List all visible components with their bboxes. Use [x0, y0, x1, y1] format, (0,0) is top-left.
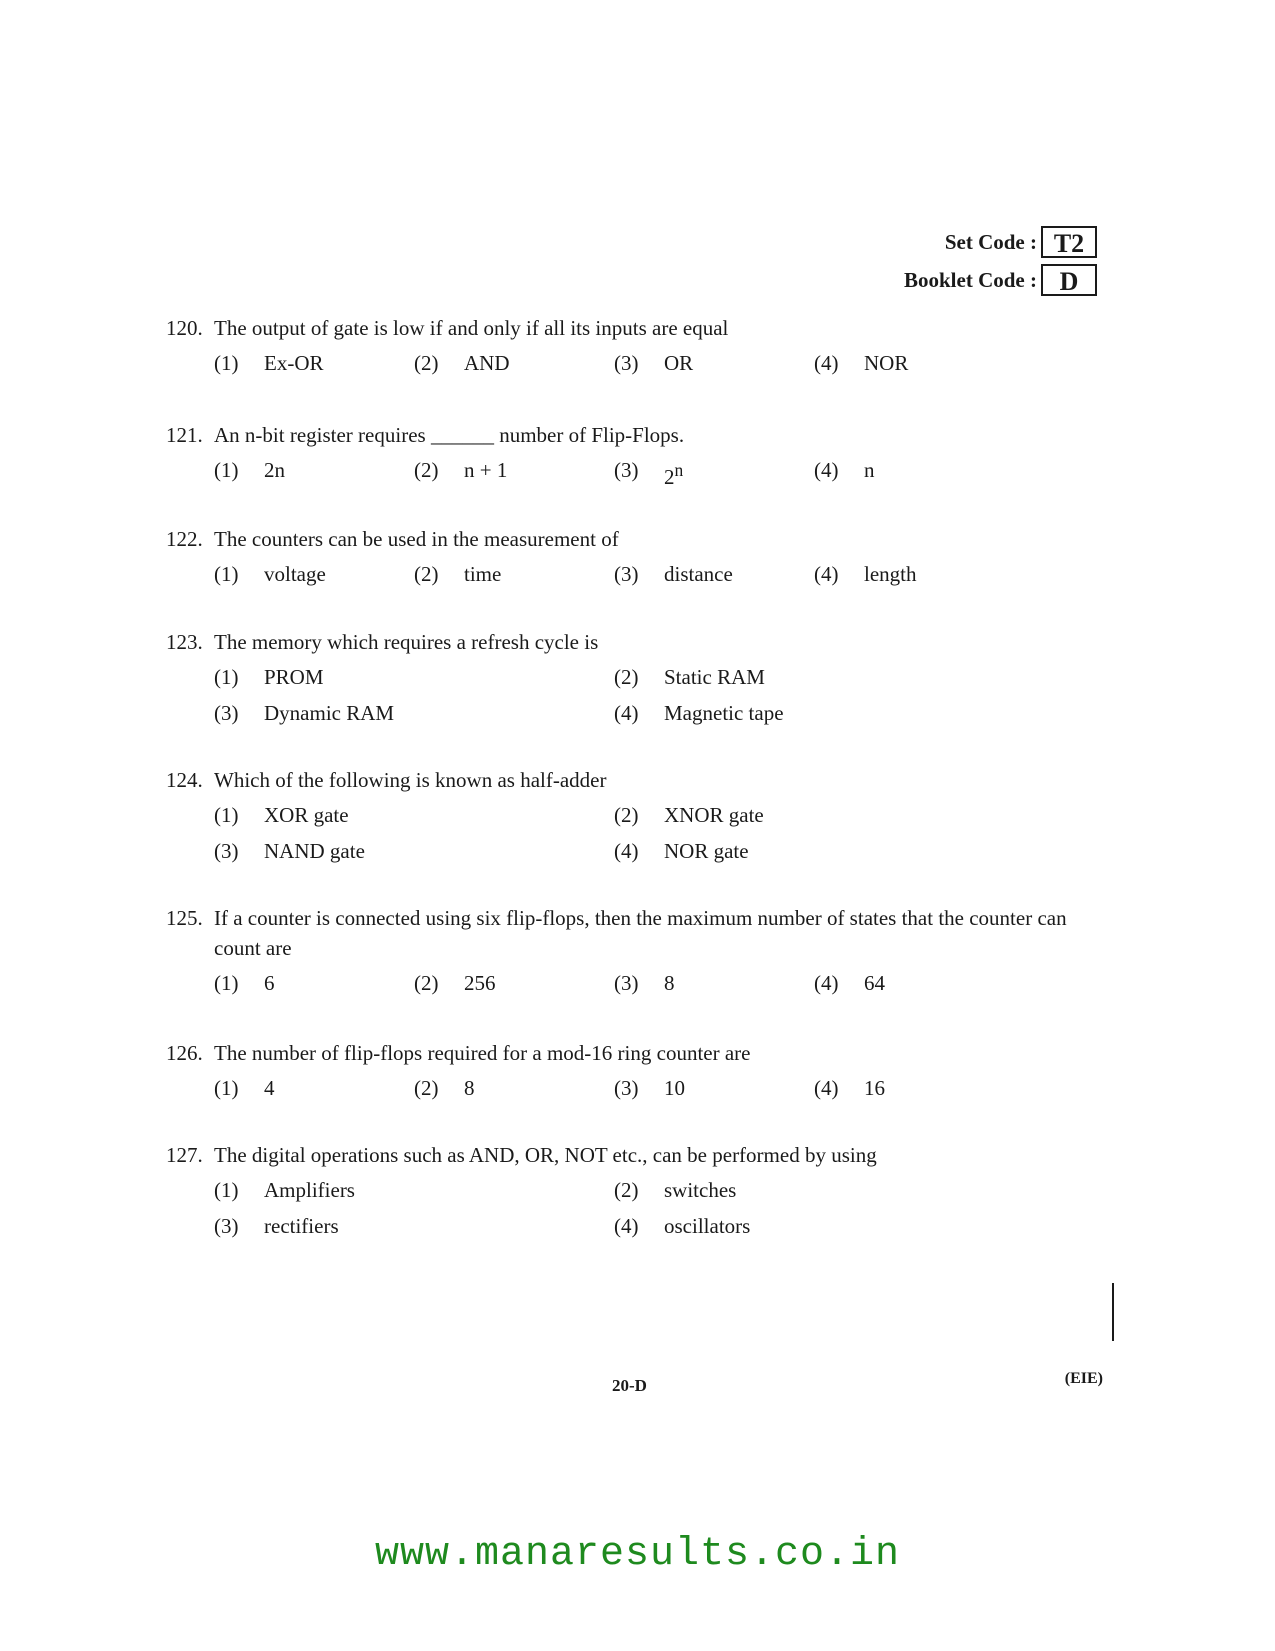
options	[214, 456, 1111, 491]
options	[214, 1176, 1111, 1240]
option-3: (3) 8	[614, 971, 675, 995]
booklet-code-row	[904, 262, 1097, 298]
options	[214, 1074, 1111, 1102]
question-number: 126.	[166, 1041, 203, 1065]
question-text: The memory which requires a refresh cycle is	[214, 630, 599, 654]
question-number: 125.	[166, 906, 203, 930]
set-code-value: T2	[1041, 226, 1097, 258]
option-1: (1) voltage	[214, 562, 326, 586]
option-4: (4) NOR gate	[614, 839, 749, 863]
question-124	[166, 765, 1111, 865]
options	[214, 349, 1111, 377]
option-4: (4) oscillators	[614, 1214, 751, 1238]
header-codes	[904, 224, 1097, 300]
question-text: The counters can be used in the measurement of	[214, 527, 619, 551]
option-2: (2) AND	[414, 351, 510, 375]
question-number: 123.	[166, 630, 203, 654]
option-1: (1) PROM	[214, 665, 324, 689]
watermark-link[interactable]: www.manaresults.co.in	[374, 1532, 901, 1577]
question-number: 120.	[166, 316, 203, 340]
question-number: 121.	[166, 423, 203, 447]
option-2: (2) switches	[614, 1178, 737, 1202]
question-125	[166, 903, 1111, 997]
option-3: (3) rectifiers	[214, 1214, 339, 1238]
option-2: (2) 8	[414, 1076, 475, 1100]
option-3: (3) distance	[614, 562, 733, 586]
question-text: An n-bit register requires ______ number of Flip-Flops.	[214, 423, 685, 447]
question-121	[166, 420, 1111, 491]
question-120	[166, 313, 1111, 377]
option-3: (3) 10	[614, 1076, 685, 1100]
option-2: (2) XNOR gate	[614, 803, 764, 827]
option-3: (3) OR	[614, 351, 694, 375]
option-3: (3) 2$^n$	[614, 458, 684, 489]
option-1: (1) 2n	[214, 458, 285, 482]
margin-line	[1112, 1283, 1114, 1341]
option-1: (1) 4	[214, 1076, 275, 1100]
option-4: (4) 64	[814, 971, 885, 995]
options	[214, 969, 1111, 997]
option-2: (2) time	[414, 562, 502, 586]
question-126	[166, 1038, 1111, 1102]
option-1: (1) Amplifiers	[214, 1178, 355, 1202]
option-3: (3) Dynamic RAM	[214, 701, 395, 725]
option-2: (2) n + 1	[414, 458, 508, 482]
option-1: (1) XOR gate	[214, 803, 349, 827]
question-127	[166, 1140, 1111, 1240]
page-number: 20-D	[612, 1376, 647, 1395]
question-number: 124.	[166, 768, 203, 792]
question-text: If a counter is connected using six flip-flops, then the maximum number of states that the counter can count are	[214, 906, 1067, 960]
subject-code: (EIE)	[1064, 1370, 1103, 1387]
options	[214, 560, 1111, 588]
question-text: The output of gate is low if and only if all its inputs are equal	[214, 316, 729, 340]
options	[214, 801, 1111, 865]
option-4: (4) length	[814, 562, 917, 586]
option-4: (4) 16	[814, 1076, 885, 1100]
option-4: (4) NOR	[814, 351, 909, 375]
options	[214, 663, 1111, 727]
question-122	[166, 524, 1111, 588]
set-code-row	[904, 224, 1097, 260]
question-number: 127.	[166, 1143, 203, 1167]
option-4: (4) Magnetic tape	[614, 701, 784, 725]
question-123	[166, 627, 1111, 727]
question-text: The digital operations such as AND, OR, NOT etc., can be performed by using	[214, 1143, 877, 1167]
option-3: (3) NAND gate	[214, 839, 365, 863]
option-4: (4) n	[814, 458, 875, 482]
set-code-label: Set Code :	[944, 229, 1037, 254]
question-number: 122.	[166, 527, 203, 551]
option-1: (1) 6	[214, 971, 275, 995]
question-text: Which of the following is known as half-adder	[214, 768, 607, 792]
booklet-code-value: D	[1041, 264, 1097, 296]
option-1: (1) Ex-OR	[214, 351, 324, 375]
fill-blank: ______	[430, 423, 494, 447]
booklet-code-label: Booklet Code :	[904, 267, 1037, 292]
option-2: (2) 256	[414, 971, 496, 995]
option-2: (2) Static RAM	[614, 665, 765, 689]
question-text: The number of flip-flops required for a mod-16 ring counter are	[214, 1041, 751, 1065]
